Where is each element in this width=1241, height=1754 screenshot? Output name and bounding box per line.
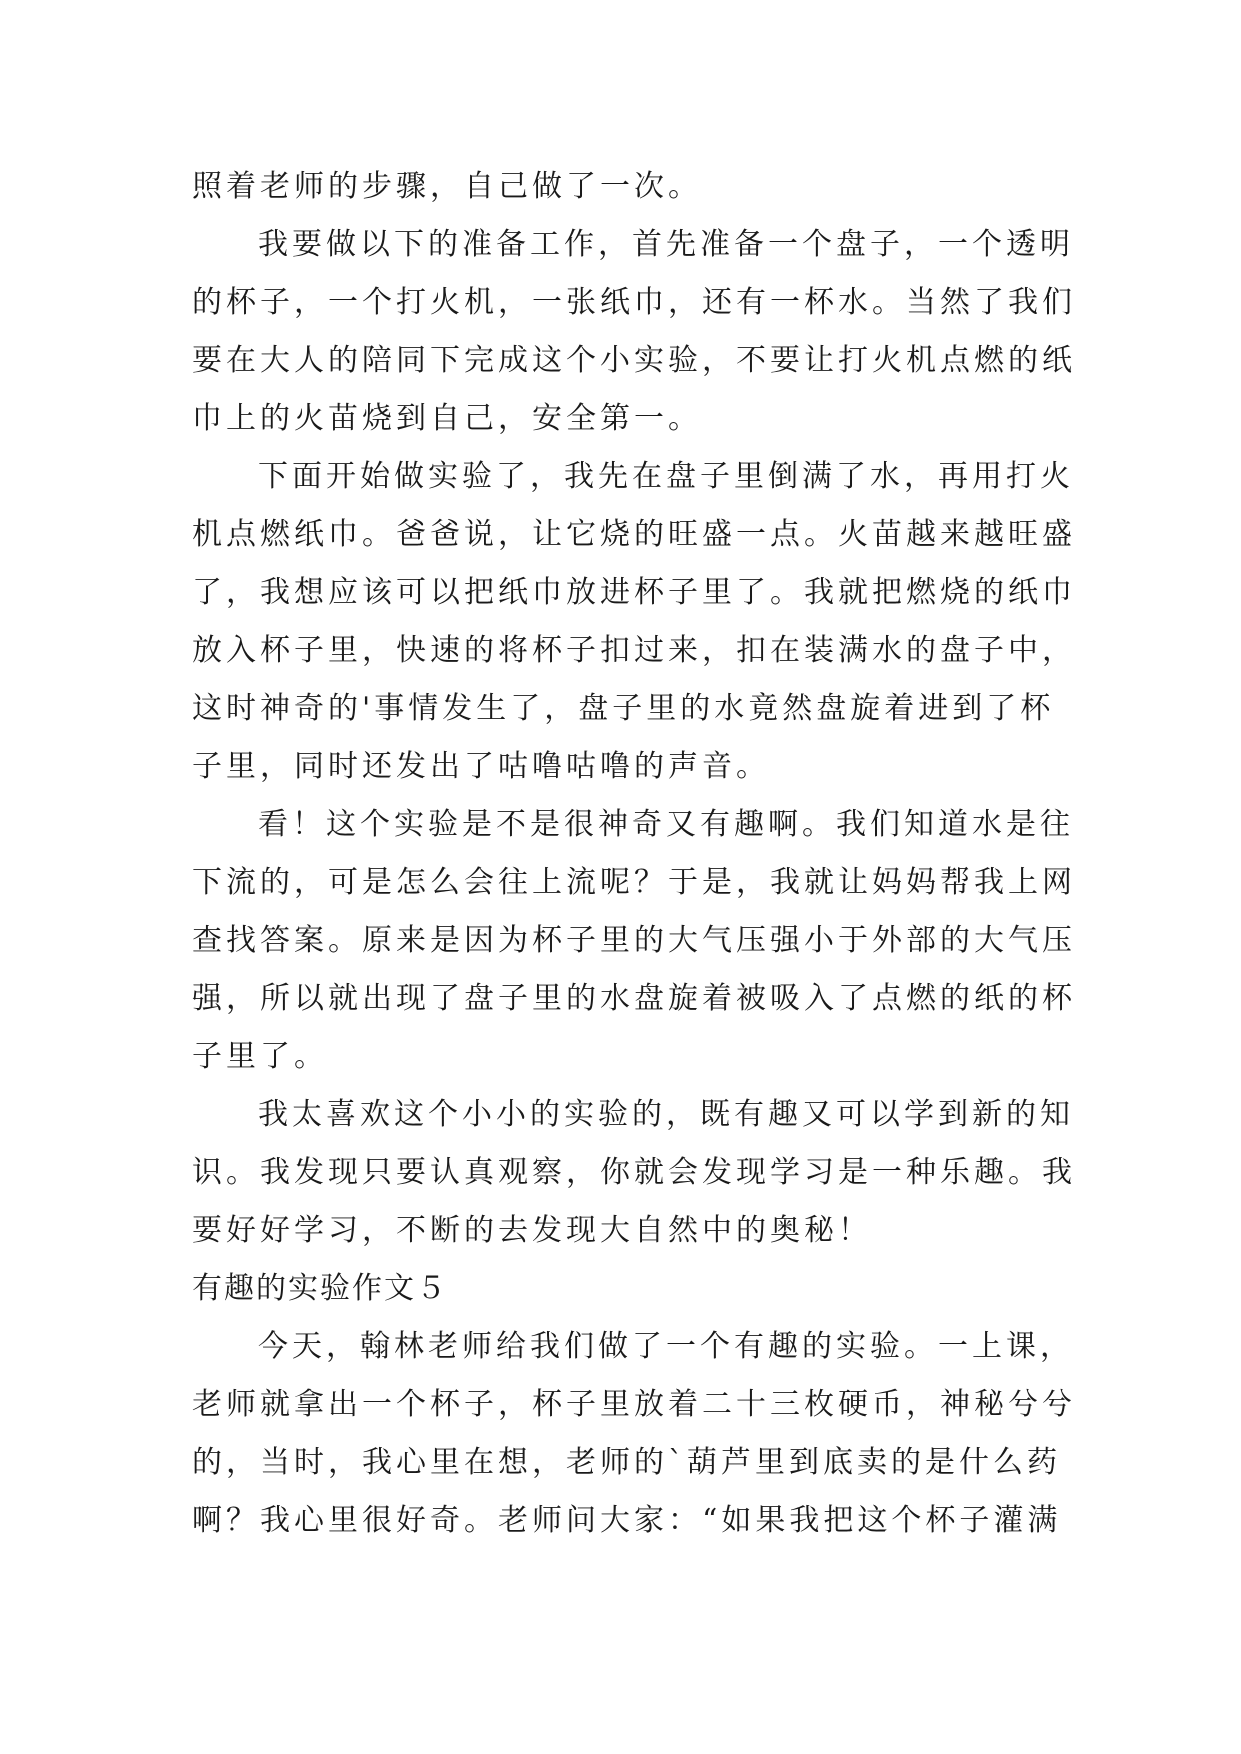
text-line: 了，我想应该可以把纸巾放进杯子里了。我就把燃烧的纸巾	[192, 575, 1076, 610]
text-line: 子里了。	[192, 1039, 328, 1074]
text-line: 下流的，可是怎么会往上流呢？于是，我就让妈妈帮我上网	[192, 865, 1076, 900]
text-line: 识。我发现只要认真观察，你就会发现学习是一种乐趣。我	[192, 1155, 1076, 1190]
text-line: 的杯子，一个打火机，一张纸巾，还有一杯水。当然了我们	[192, 285, 1076, 320]
text-line: 子里，同时还发出了咕噜咕噜的声音。	[192, 749, 770, 784]
paragraph-start-line: 我要做以下的准备工作，首先准备一个盘子，一个透明	[258, 227, 1074, 262]
paragraph-start-line: 我太喜欢这个小小的实验的，既有趣又可以学到新的知	[258, 1097, 1074, 1132]
text-line: 巾上的火苗烧到自己，安全第一。	[192, 401, 702, 436]
text-line: 要在大人的陪同下完成这个小实验，不要让打火机点燃的纸	[192, 343, 1076, 378]
text-line: 放入杯子里，快速的将杯子扣过来，扣在装满水的盘子中，	[192, 633, 1076, 668]
section-heading: 有趣的实验作文５	[192, 1271, 448, 1306]
text-line: 要好好学习，不断的去发现大自然中的奥秘！	[192, 1213, 872, 1248]
document-page	[192, 158, 1076, 1550]
text-line: 啊？我心里很好奇。老师问大家：“如果我把这个杯子灌满	[192, 1503, 1062, 1538]
text-line: 机点燃纸巾。爸爸说，让它烧的旺盛一点。火苗越来越旺盛	[192, 517, 1076, 552]
paragraph-start-line: 看！这个实验是不是很神奇又有趣啊。我们知道水是往	[258, 807, 1074, 842]
text-line: 老师就拿出一个杯子，杯子里放着二十三枚硬币，神秘兮兮	[192, 1387, 1076, 1422]
paragraph-start-line: 下面开始做实验了，我先在盘子里倒满了水，再用打火	[258, 459, 1074, 494]
text-line: 的，当时，我心里在想，老师的`葫芦里到底卖的是什么药	[192, 1445, 1061, 1480]
text-line: 查找答案。原来是因为杯子里的大气压强小于外部的大气压	[192, 923, 1076, 958]
text-line: 这时神奇的'事情发生了，盘子里的水竟然盘旋着进到了杯	[192, 691, 1055, 726]
text-line: 照着老师的步骤，自己做了一次。	[192, 169, 702, 204]
text-line: 强，所以就出现了盘子里的水盘旋着被吸入了点燃的纸的杯	[192, 981, 1076, 1016]
paragraph-start-line: 今天，翰林老师给我们做了一个有趣的实验。一上课，	[258, 1329, 1074, 1364]
